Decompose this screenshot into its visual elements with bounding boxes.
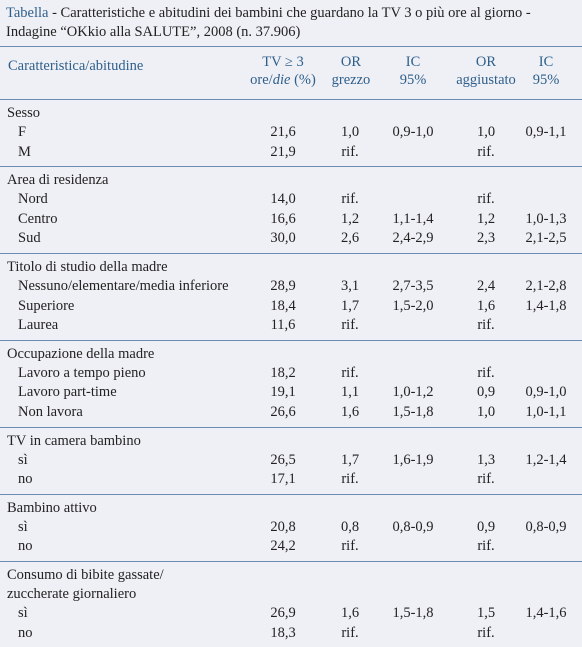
table-row [0, 190, 582, 210]
cell-or-crude: rif. [341, 364, 359, 381]
cell-or-adjusted: rif. [477, 143, 495, 160]
cell-tv-percent: 21,6 [270, 124, 296, 140]
cell-ic2: 1,4-1,8 [525, 297, 567, 314]
group-title: Area di residenza [7, 172, 109, 189]
row-label: no [18, 471, 33, 488]
cell-or-crude: 1,2 [340, 210, 360, 227]
row-label: sì [18, 451, 28, 468]
table-group [0, 341, 582, 428]
cell-or-adjusted: rif. [477, 471, 495, 488]
cell-tv-percent: 30,0 [270, 230, 296, 247]
row-label: F [18, 124, 27, 140]
cell-or-adjusted: 0,9 [476, 384, 496, 401]
cell-ic2: 1,4-1,6 [525, 604, 567, 621]
header-ic1 [383, 53, 443, 89]
cell-ic1: 0,9-1,0 [392, 124, 434, 140]
row-label: sì [18, 604, 28, 621]
table-row [0, 297, 582, 317]
header-or-adj-line1: OR [475, 54, 497, 70]
header-tv-die: die [272, 72, 291, 88]
table-row [0, 316, 582, 336]
table-row [0, 518, 582, 538]
table-row [0, 537, 582, 557]
group-title: Sesso [7, 105, 41, 121]
table-row [0, 277, 582, 297]
cell-ic2: 0,8-0,9 [525, 518, 567, 535]
cell-tv-percent: 21,9 [270, 143, 296, 160]
header-tv-pct: (%) [290, 72, 316, 88]
row-label: no [18, 538, 33, 555]
cell-or-crude: rif. [341, 538, 359, 555]
cell-or-crude: 1,1 [340, 384, 360, 401]
group-title: Titolo di studio della madre [7, 258, 168, 275]
cell-ic1: 0,8-0,9 [392, 518, 434, 535]
table-caption [6, 4, 576, 42]
cell-or-crude: 3,1 [340, 277, 360, 294]
cell-ic1: 2,7-3,5 [392, 277, 434, 294]
cell-tv-percent: 18,2 [270, 364, 296, 381]
cell-or-crude: rif. [341, 471, 359, 488]
cell-tv-percent: 26,5 [270, 451, 296, 468]
cell-or-adjusted: rif. [477, 317, 495, 334]
table-row [0, 470, 582, 490]
table-group [0, 562, 582, 647]
cell-tv-percent: 26,6 [270, 403, 296, 420]
caption-lead: Tabella [6, 5, 49, 21]
row-label: Non lavora [18, 403, 83, 420]
row-label: Nord [18, 191, 48, 208]
cell-or-crude: 1,7 [340, 451, 360, 468]
header-tv-line2 [246, 71, 320, 89]
cell-or-adjusted: 0,9 [476, 518, 496, 535]
cell-ic1: 1,5-1,8 [392, 403, 434, 420]
header-or-crude [326, 53, 376, 89]
header-or-crude-line2: grezzo [331, 72, 371, 88]
cell-or-crude: rif. [341, 624, 359, 641]
cell-ic2: 0,9-1,1 [525, 124, 567, 140]
row-label: Centro [18, 210, 58, 227]
cell-tv-percent: 28,9 [270, 277, 296, 294]
table-row [0, 210, 582, 230]
cell-or-adjusted: 1,3 [476, 451, 496, 468]
table-row [0, 604, 582, 624]
cell-tv-percent: 14,0 [270, 191, 296, 208]
row-label: no [18, 624, 33, 641]
cell-ic1: 1,5-2,0 [392, 297, 434, 314]
cell-or-crude: 1,6 [340, 604, 360, 621]
header-tv-line1: TV ≥ 3 [262, 54, 304, 70]
cell-or-crude: 1,7 [340, 297, 360, 314]
table-group [0, 254, 582, 341]
group-title: Consumo di bibite gassate/ zuccherate giornaliero [7, 566, 164, 602]
cell-tv-percent: 26,9 [270, 604, 296, 621]
cell-ic2: 2,1-2,8 [525, 277, 567, 294]
table-group [0, 100, 582, 167]
cell-ic2: 2,1-2,5 [525, 230, 567, 247]
cell-ic1: 1,6-1,9 [392, 451, 434, 468]
table-row [0, 123, 582, 143]
row-label: Nessuno/elementare/media inferiore [18, 277, 229, 294]
cell-tv-percent: 16,6 [270, 210, 296, 227]
header-characteristic: Caratteristica/abitudine [8, 58, 144, 74]
cell-or-adjusted: 1,0 [476, 403, 496, 420]
table-body [0, 100, 582, 647]
table-row [0, 451, 582, 471]
cell-ic1: 1,1-1,4 [392, 210, 434, 227]
row-label: Laurea [18, 317, 59, 334]
header-tv-hours [246, 53, 320, 89]
cell-or-crude: rif. [341, 143, 359, 160]
table-row [0, 624, 582, 644]
caption-text: - Caratteristiche e abitudini dei bambini che guardano la TV 3 o più ore al giorno - Indagine “OKkio alla SALUTE”, 2008 (n. 37.906) [6, 5, 531, 40]
table-row [0, 229, 582, 249]
cell-ic1: 2,4-2,9 [392, 230, 434, 247]
header-ic1-line1: IC [405, 54, 421, 70]
header-or-adj-line2: aggiustato [456, 72, 516, 88]
row-label: Lavoro part-time [18, 384, 117, 401]
cell-or-crude: 1,0 [340, 124, 360, 140]
cell-or-crude: 2,6 [340, 230, 360, 247]
cell-tv-percent: 18,4 [270, 297, 296, 314]
data-table [0, 46, 582, 641]
header-ic2 [518, 53, 574, 89]
cell-or-adjusted: 2,4 [476, 277, 496, 294]
cell-or-crude: 1,6 [340, 403, 360, 420]
table-group [0, 167, 582, 254]
group-title: Occupazione della madre [7, 345, 155, 362]
table-row [0, 383, 582, 403]
cell-or-adjusted: 1,0 [476, 124, 496, 140]
cell-or-adjusted: rif. [477, 364, 495, 381]
cell-ic2: 0,9-1,0 [525, 384, 567, 401]
cell-or-adjusted: 1,5 [476, 604, 496, 621]
row-label: M [18, 143, 31, 160]
header-ic1-line2: 95% [399, 72, 427, 88]
table-row [0, 364, 582, 384]
cell-or-adjusted: rif. [477, 624, 495, 641]
cell-tv-percent: 18,3 [270, 624, 296, 641]
header-ic2-line2: 95% [532, 72, 560, 88]
group-title: TV in camera bambino [7, 432, 141, 449]
header-or-adjusted [448, 53, 524, 89]
cell-ic2: 1,0-1,3 [525, 210, 567, 227]
cell-tv-percent: 20,8 [270, 518, 296, 535]
cell-or-adjusted: 2,3 [476, 230, 496, 247]
header-ic2-line1: IC [538, 54, 554, 70]
cell-ic1: 1,0-1,2 [392, 384, 434, 401]
table-group [0, 428, 582, 495]
cell-ic2: 1,0-1,1 [525, 403, 567, 420]
cell-or-adjusted: 1,2 [476, 210, 496, 227]
cell-ic1: 1,5-1,8 [392, 604, 434, 621]
cell-or-crude: rif. [341, 191, 359, 208]
table-header [0, 47, 582, 100]
row-label: Sud [18, 230, 41, 247]
cell-tv-percent: 11,6 [270, 317, 296, 334]
cell-tv-percent: 19,1 [270, 384, 296, 401]
header-or-crude-line1: OR [340, 54, 362, 70]
row-label: Lavoro a tempo pieno [18, 364, 146, 381]
cell-or-adjusted: 1,6 [476, 297, 496, 314]
cell-tv-percent: 17,1 [270, 471, 296, 488]
cell-or-adjusted: rif. [477, 191, 495, 208]
table-row [0, 143, 582, 163]
cell-or-crude: 0,8 [340, 518, 360, 535]
row-label: sì [18, 518, 28, 535]
cell-or-adjusted: rif. [477, 538, 495, 555]
group-title: Bambino attivo [7, 499, 97, 516]
cell-or-crude: rif. [341, 317, 359, 334]
table-group [0, 495, 582, 562]
table-row [0, 403, 582, 423]
cell-ic2: 1,2-1,4 [525, 451, 567, 468]
header-tv-ore: ore/ [250, 72, 273, 88]
cell-tv-percent: 24,2 [270, 538, 296, 555]
row-label: Superiore [18, 297, 75, 314]
